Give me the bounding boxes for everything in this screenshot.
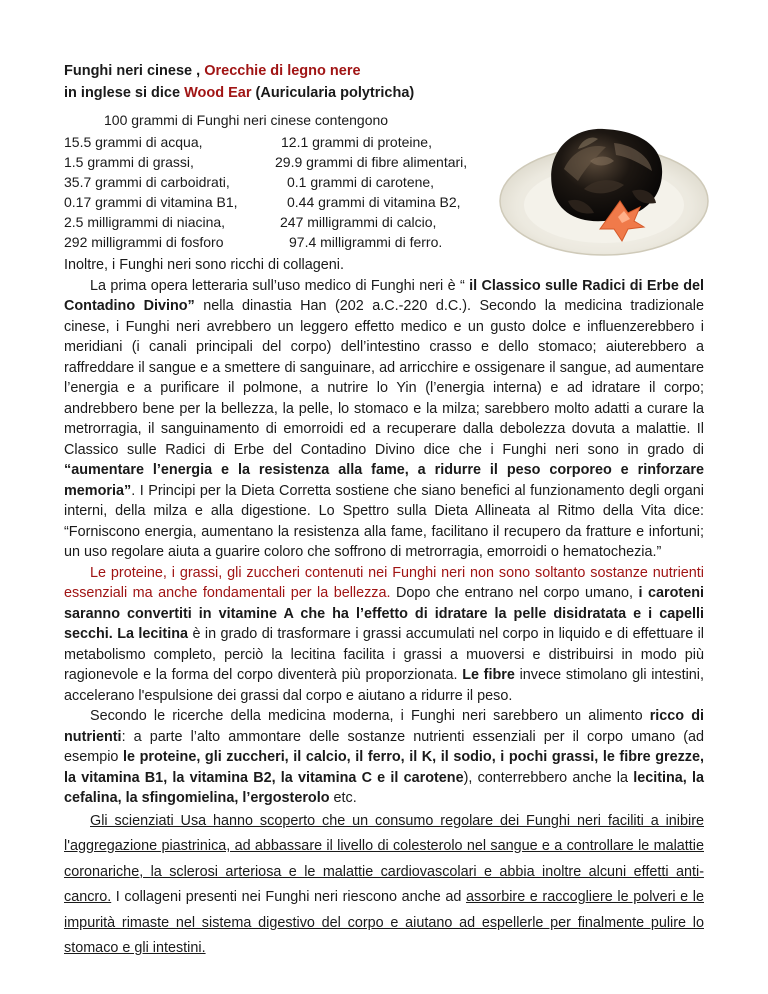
nutrition-item: 0.1 grammi di carotene,: [287, 174, 435, 190]
underlined-text: Gli scienziati Usa hanno scoperto che un consumo regolare dei Funghi neri faciliti a inibire l'aggregazione piastrinica, ad abbassare il livello di colesterolo nel sangue e a controllare le malattie coronariche, la sclerosi arteriosa e le malattie cardiovascolari e abbia inoltre alcuni effetti anti-cancro.: [64, 812, 704, 905]
nutrition-item: 29.9 grammi di fibre alimentari,: [275, 154, 468, 170]
document-subtitle: [64, 82, 704, 104]
title-prefix: Funghi neri cinese ,: [64, 63, 205, 79]
subtitle-latin-name: (Auricularia polytricha): [251, 85, 415, 101]
text-run: Dopo che entrano nel corpo umano,: [390, 585, 639, 601]
text-run: I collageni presenti nei Funghi neri riescono anche ad: [111, 889, 467, 905]
underlined-text: assorbire e raccogliere le polveri e le impurità rimaste nel sistema digestivo del corpo e aiutano ad espellerle per finalmente pulire lo stomaco e gli intestini.: [64, 889, 704, 956]
text-run: . I Principi per la Dieta Corretta sostiene che siano benefici al funzionamento degli organi interni, della milza e alla digestione. Lo Spettro sulla Dieta Allineata al Ritmo della Vita dice: “Forniscono energia, aumentano la resistenza alla fame, facilitano il recupero da fratture e infortuni; un uso regolare aiuta a guarire coloro che soffrono di metrorragia, emorroidi o hematochezia.”: [64, 482, 704, 560]
nutrition-item: 15.5 grammi di acqua,: [64, 134, 203, 150]
subtitle-english-name: Wood Ear: [184, 85, 252, 101]
text-run: è in grado di trasformare i grassi accumulati nel corpo in liquido e di effettuare il metabolismo completo, perciò la lecitina facilita i grassi a muoversi e distribuirsi in modo più ragionevole e la forma del corpo diventerà più proporzionata.: [64, 626, 705, 683]
title-italian-name: Orecchie di legno nere: [204, 63, 361, 79]
paragraph-collagen: Inoltre, i Funghi neri sono ricchi di collageni.: [64, 257, 344, 273]
emphasis: “aumentare l’energia e la resistenza alla fame, a ridurre il peso corporeo e rinforzare memoria”: [64, 462, 704, 499]
text-run: ), conterrebbero anche la: [463, 769, 634, 786]
document-title: [64, 60, 704, 82]
nutrition-item: 97.4 milligrammi di ferro.: [289, 234, 443, 250]
text-run: Secondo le ricerche della medicina moderna, i Funghi neri sarebbero un alimento: [90, 708, 650, 724]
text-run: : a parte l’alto ammontare delle sostanze nutrienti essenziali per il corpo umano (ad esempio: [64, 728, 704, 765]
nutrition-header: 100 grammi di Funghi neri cinese contengono: [104, 112, 389, 128]
text-run: etc.: [329, 790, 357, 806]
emphasis: le proteine, gli zuccheri, il calcio, il ferro, il K, il sodio, i pochi grassi, le fibre grezze, la vitamina B1, la vitamina B2, la vitamina C e il carotene: [64, 749, 704, 786]
paragraph-scientists: [64, 809, 704, 962]
wood-ear-mushroom-image: [494, 109, 710, 259]
emphasis: il Classico sulle Radici di Erbe del Contadino Divino”: [64, 277, 705, 314]
nutrition-item: 12.1 grammi di proteine,: [281, 134, 432, 150]
nutrition-item: 0.17 grammi di vitamina B1,: [64, 194, 238, 210]
subtitle-prefix: in inglese si dice: [64, 85, 185, 101]
nutrition-item: 35.7 grammi di carboidrati,: [64, 174, 230, 190]
text-run: invece stimolano gli intestini, accelerano l'espulsione dei grassi dal corpo e aiutano a ridurre il peso.: [64, 667, 705, 704]
nutrition-column-1: [64, 132, 269, 252]
nutrition-item: 0.44 grammi di vitamina B2,: [287, 194, 461, 210]
emphasis: i caroteni saranno convertiti in vitamine A che ha l’effetto di idratare la pelle disidratata e i capelli secchi. La lecitina: [64, 585, 704, 642]
nutrition-item: 1.5 grammi di grassi,: [64, 154, 194, 170]
nutrition-column-2: [269, 132, 494, 252]
highlight-red: Le proteine, i grassi, gli zuccheri contenuti nei Funghi neri non sono soltanto sostanze nutrienti essenziali ma anche fondamentali per la bellezza.: [64, 564, 704, 601]
emphasis: lecitina, la cefalina, la sfingomielina, l’ergosterolo: [64, 769, 704, 806]
paragraph-history: [64, 276, 704, 563]
body-text: [64, 255, 704, 962]
text-run: nella dinastia Han (202 a.C.-220 d.C.). Secondo la medicina tradizionale cinese, i Funghi neri avrebbero un leggero effetto medico e un gusto dolce e influenzerebbero i meridiani (i canali principali del corpo) dell’intestino crasso e dello stomaco; aiuterebbero a raffreddare il sangue e a smettere di sanguinare, ad arricchire e ossigenare il sangue, ad aumentare l’energia e a purificare il polmone, a nutrire lo Yin (l’energia interna) e ad idratare il corpo; andrebbero bene per la bellezza, la pelle, lo stomaco e la milza; sarebbero molto adatti a curare la metrorragia, il sanguinamento di emorroidi ed a recuperare dalla debolezza dovuta a malattie. Il Classico sulle Radici di Erbe del Contadino Divino dice che i Funghi neri sono in grado di: [64, 298, 704, 458]
paragraph-beauty: [64, 563, 704, 707]
nutrition-item: 2.5 milligrammi di niacina,: [64, 214, 226, 230]
nutrition-item: 292 milligrammi di fosforo: [64, 234, 224, 250]
text-run: La prima opera letteraria sull’uso medico di Funghi neri è “: [90, 277, 470, 294]
nutrition-item: 247 milligrammi di calcio,: [280, 214, 437, 230]
paragraph-modern-research: [64, 706, 704, 809]
emphasis: ricco di nutrienti: [64, 708, 704, 745]
emphasis: Le fibre: [462, 667, 515, 683]
